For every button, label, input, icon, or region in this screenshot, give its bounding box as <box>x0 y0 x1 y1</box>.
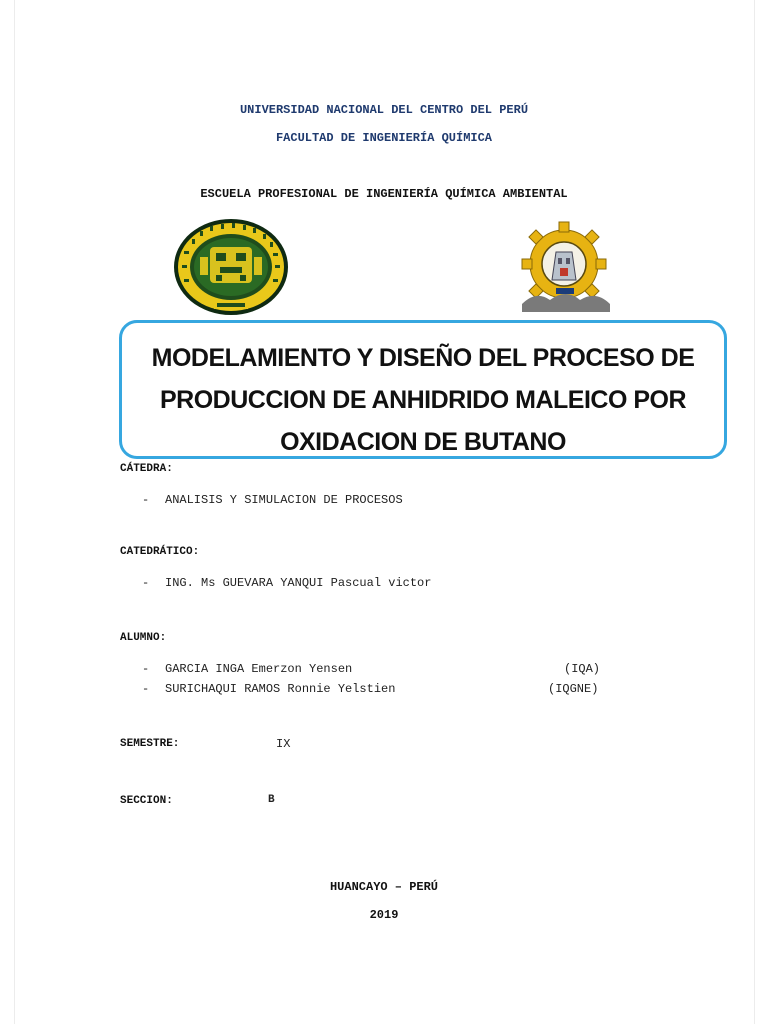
student-name: GARCIA INGA Emerzon Yensen <box>165 662 353 676</box>
student-name: SURICHAQUI RAMOS Ronnie Yelstien <box>165 682 396 696</box>
student-code: (IQA) <box>564 662 601 676</box>
catedratico-value: ING. Ms GUEVARA YANQUI Pascual victor <box>165 576 432 590</box>
title-line-1: MODELAMIENTO Y DISEÑO DEL PROCESO DE <box>151 344 695 372</box>
faculty-gear-emblem-icon <box>516 220 614 314</box>
document-title <box>122 337 724 463</box>
alumno-label: ALUMNO: <box>120 632 167 644</box>
page-edge-left <box>14 0 15 1024</box>
seccion-value: B <box>268 794 275 806</box>
bullet-dash: - <box>142 662 150 676</box>
title-line-3: OXIDACION DE BUTANO <box>280 428 566 456</box>
bullet-dash: - <box>142 576 150 590</box>
catedra-label: CÁTEDRA: <box>120 463 173 475</box>
seccion-label: SECCION: <box>120 795 173 807</box>
bullet-dash: - <box>142 682 150 696</box>
catedratico-label: CATEDRÁTICO: <box>120 546 200 558</box>
footer-place: HUANCAYO – PERÚ <box>329 880 439 894</box>
title-box <box>119 320 727 459</box>
footer-year: 2019 <box>369 908 399 922</box>
page-edge-right <box>754 0 755 1024</box>
school-name: ESCUELA PROFESIONAL DE INGENIERÍA QUÍMICA AMBIENTAL <box>200 187 568 201</box>
semestre-label: SEMESTRE: <box>120 738 180 750</box>
university-seal-icon <box>172 217 290 317</box>
semestre-value: IX <box>276 737 291 751</box>
faculty-name: FACULTAD DE INGENIERÍA QUÍMICA <box>275 131 493 145</box>
bullet-dash: - <box>142 493 150 507</box>
student-code: (IQGNE) <box>548 682 599 696</box>
university-name: UNIVERSIDAD NACIONAL DEL CENTRO DEL PERÚ <box>239 103 529 117</box>
catedra-value: ANALISIS Y SIMULACION DE PROCESOS <box>165 493 403 507</box>
title-line-2: PRODUCCION DE ANHIDRIDO MALEICO POR <box>159 386 687 414</box>
